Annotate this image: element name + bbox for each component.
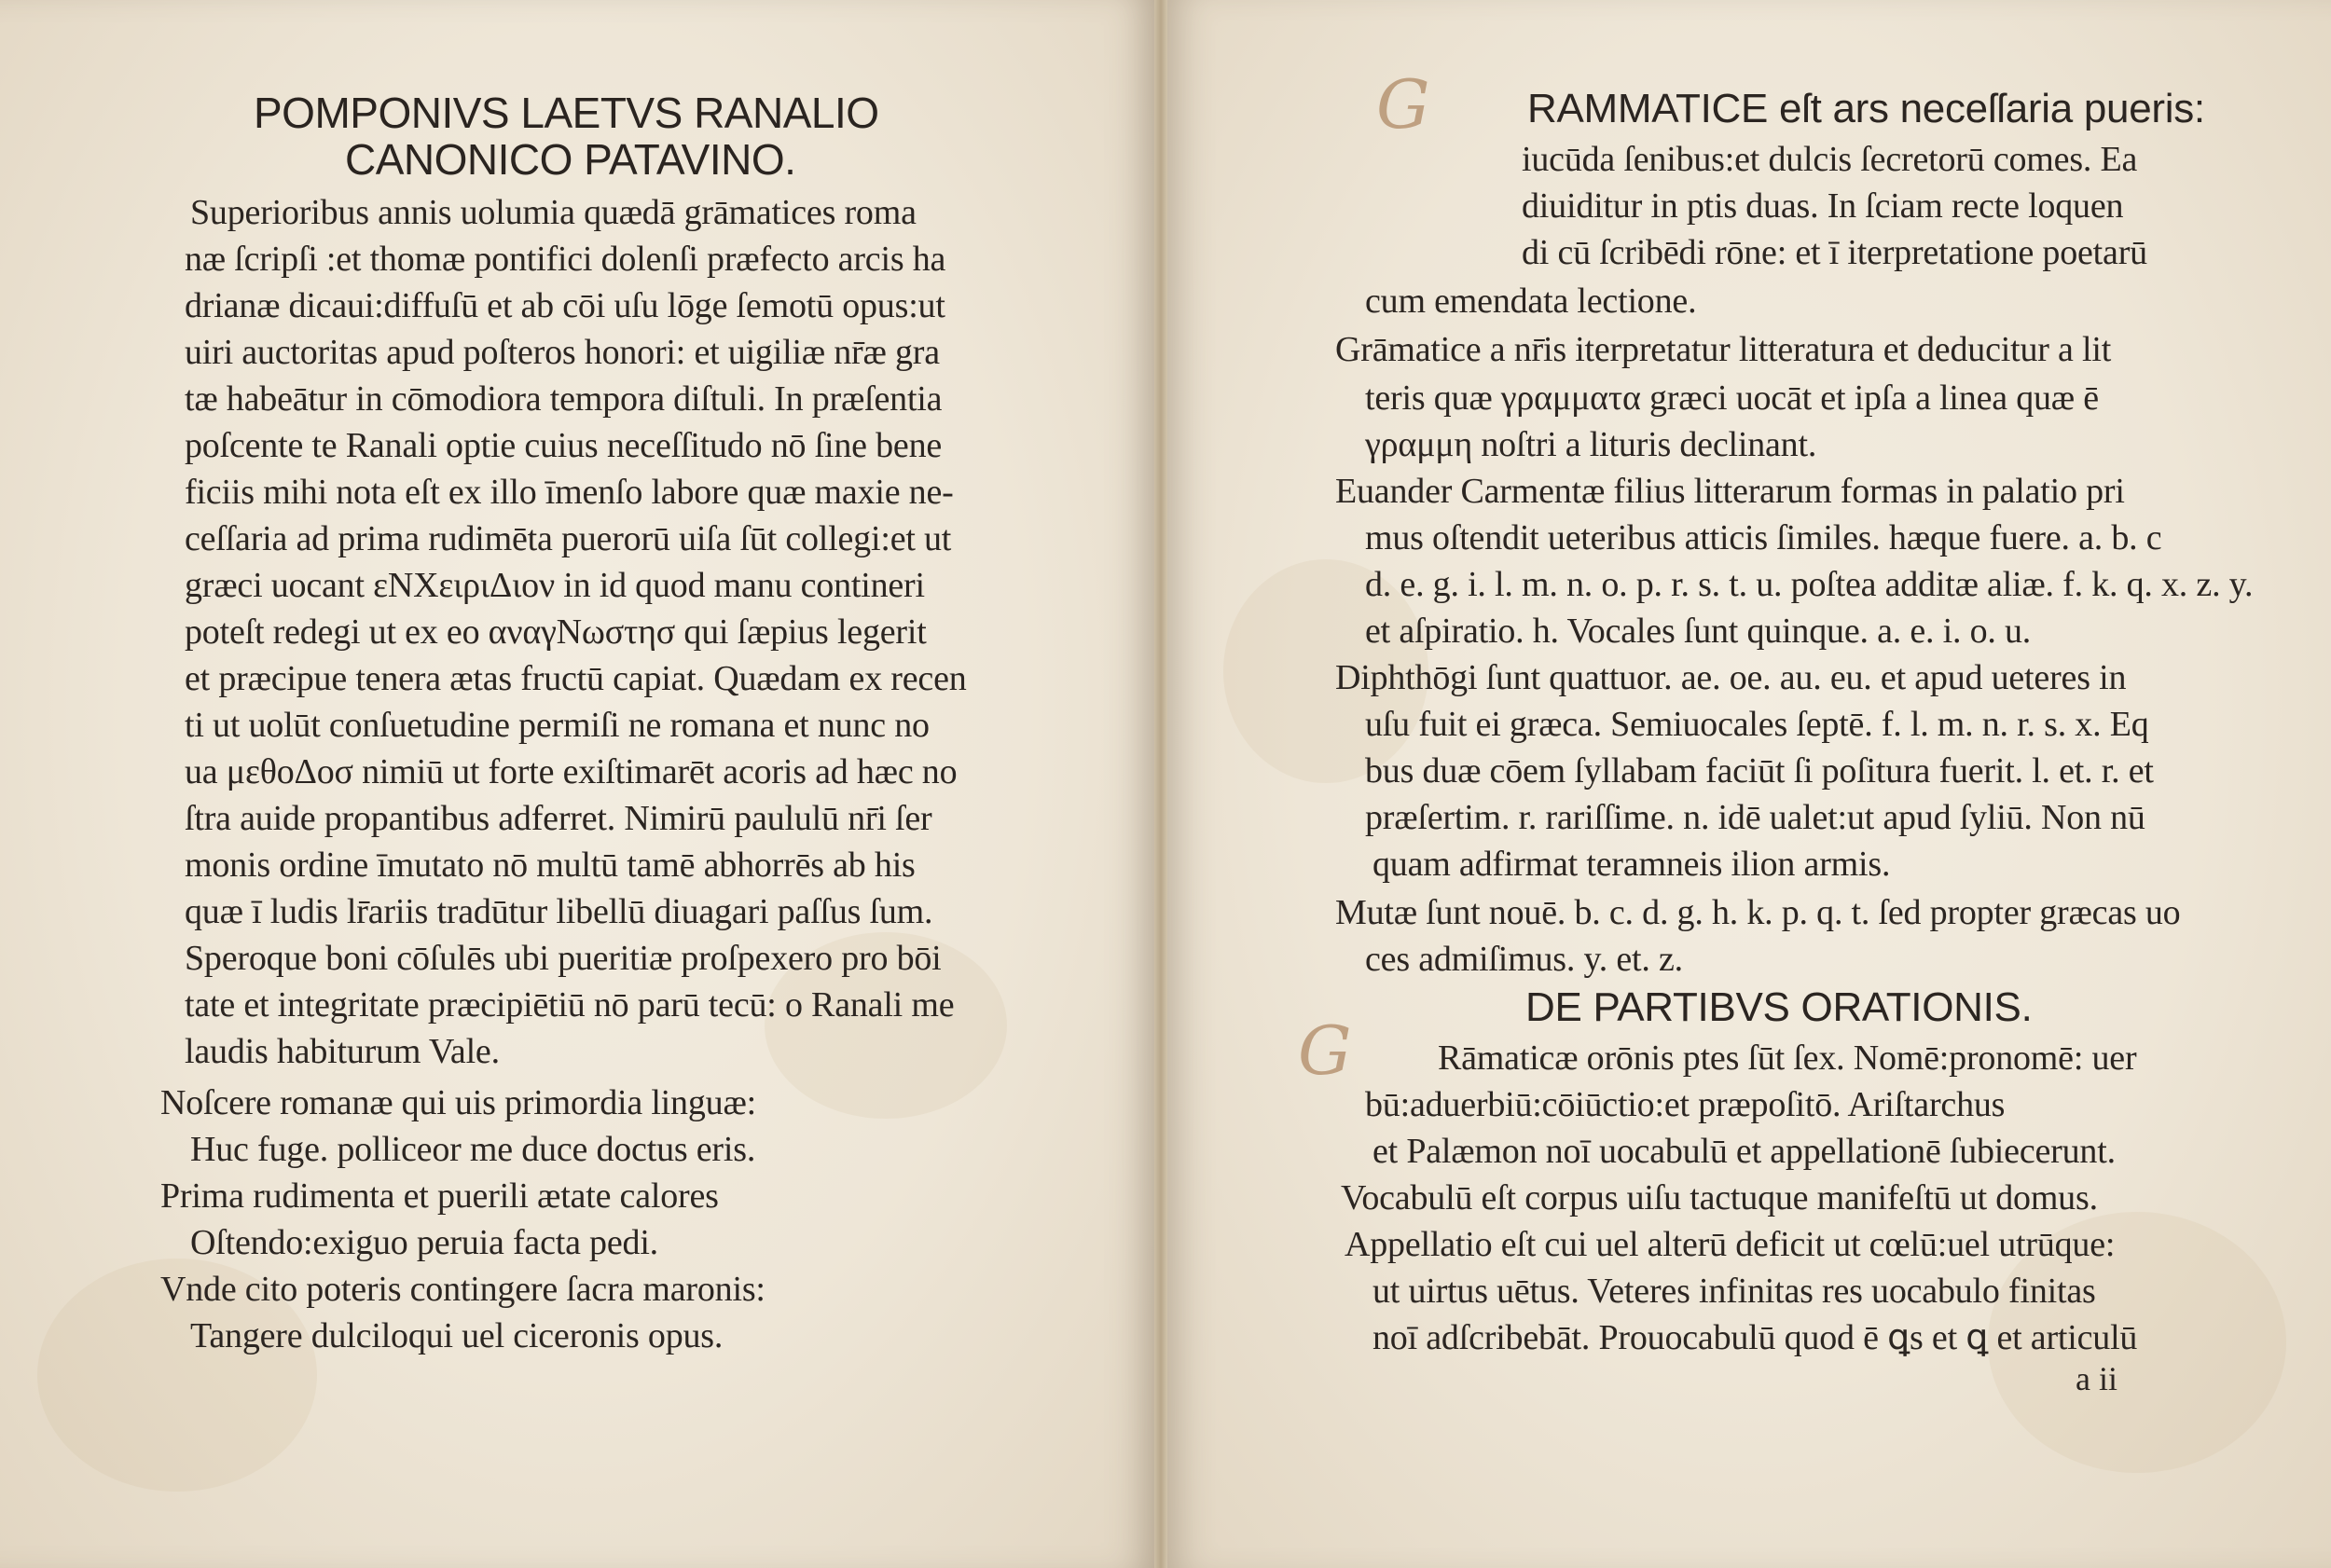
verse-line: Prima rudimenta et puerili ætate calores [160,1176,719,1216]
left-text-line: poteſt redegi ut ex eo αναγΝωστησ qui ſæpius legerit [185,612,927,652]
verse-line: Vnde cito poteris contingere ſacra maronis: [160,1270,766,1309]
book-gutter [1154,0,1167,1568]
right-text-line: ut uirtus uētus. Veteres infinitas res uocabulo finitas [1372,1272,2096,1311]
left-text-line: drianæ dicaui:diffuſū et ab cōi uſu lōge ſemotū opus:ut [185,286,945,325]
left-text-line: græci uocant εΝΧειριΔιον in id quod manu contineri [185,566,925,605]
right-text-line: Grāmatice a nr̄is iterpretatur litteratura et deducitur a lit [1335,330,2112,369]
right-page [1167,0,2331,1568]
left-title-line1: POMPONIVS LAETVS RANALIO [254,89,879,137]
right-text-line: quam adfirmat teramneis ilion armis. [1372,845,1891,884]
left-page [0,0,1154,1568]
right-text-line: Rāmaticæ orōnis ptes ſūt ſex. Nomē:pronomē: uer [1438,1038,2137,1078]
right-text-line: cum emendata lectione. [1365,282,1697,321]
left-text-line: tate et integritate præcipiētiū nō parū tecū: o Ranali me [185,985,955,1025]
right-text-line: diuiditur in ptis duas. In ſciam recte loquen [1522,186,2124,226]
right-text-line: et aſpiratio. h. Vocales ſunt quinque. a. e. i. o. u. [1365,612,2032,651]
right-text-line: bū:aduerbiū:cōiūctio:et præpoſitō. Ariſtarchus [1365,1085,2006,1124]
left-text-line: monis ordine īmutato nō multū tamē abhorrēs ab his [185,846,916,885]
right-text-line: et Palæmon noī uocabulū et appellationē ſubiecerunt. [1372,1132,2116,1171]
right-text-line: Vocabulū eſt corpus uiſu tactuque manifeſtū ut domus. [1341,1178,2098,1217]
left-text-line: Superioribus annis uolumia quædā grāmatices roma [190,193,917,232]
right-text-line: Appellatio eſt cui uel alterū deficit ut cœlū:uel utrūque: [1345,1225,2116,1264]
left-text-line: ceſſaria ad prima rudimēta puerorū uiſa ſūt collegi:et ut [185,519,952,558]
right-text-line: teris quæ γραμματα græci uocāt et ipſa a linea quæ ē [1365,378,2099,418]
verse-line: Oſtendo:exiguo peruia facta pedi. [190,1223,658,1262]
left-text-line: uiri auctoritas apud poſteros honori: et uigiliæ nr̄æ gra [185,333,940,372]
right-text-line: iucūda ſenibus:et dulcis ſecretorū comes. Ea [1522,140,2138,179]
left-text-line: næ ſcripſi :et thomæ pontifici dolenſi præfecto arcis ha [185,240,946,279]
right-text-line: noī adſcribebāt. Prouocabulū quod ē ꝗs et ꝗ et articulū [1372,1318,2138,1357]
left-text-line: ficiis mihi nota eſt ex illo īmenſo labore quæ maxie ne- [185,473,954,512]
right-text-line: bus duæ cōem ſyllabam faciūt ſi poſitura fuerit. l. et. r. et [1365,751,2154,791]
right-text-line: uſu fuit ei græca. Semiuocales ſeptē. f. l. m. n. r. s. x. Eq [1365,705,2149,744]
right-text-line: Diphthōgi ſunt quattuor. ae. oe. au. eu. et apud ueteres in [1335,658,2127,697]
guide-initial-g: G [1376,65,1430,144]
left-text-line: quæ ī ludis lr̄ariis tradūtur libellū diuagari paſſus ſum. [185,892,933,931]
right-text-line: γραμμη noſtri a lituris declinant. [1365,425,1817,464]
left-text-line: Speroque boni cōſulēs ubi pueritiæ proſpexero pro bōi [185,939,942,978]
left-text-line: ti ut uolūt conſuetudine permiſi ne romana et nunc no [185,706,930,745]
verse-line: Tangere dulciloqui uel ciceronis opus. [190,1316,724,1355]
right-text-line: d. e. g. i. l. m. n. o. p. r. s. t. u. poſtea additæ aliæ. f. k. q. x. z. y. [1365,565,2254,604]
left-title-line2: CANONICO PATAVINO. [345,135,796,184]
right-text-line: præſertim. r. rariſſime. n. idē ualet:ut apud ſyliū. Non nū [1365,798,2145,837]
left-text-line: laudis habiturum Vale. [185,1032,500,1071]
verse-line: Noſcere romanæ qui uis primordia linguæ: [160,1083,756,1122]
right-text-line: mus oſtendit ueteribus atticis ſimiles. hæque fuere. a. b. c [1365,518,2162,557]
right-text-line: Mutæ ſunt nouē. b. c. d. g. h. k. p. q. t. ſed propter græcas uo [1335,893,2181,932]
guide-initial-g: G [1298,1011,1352,1090]
right-text-line: di cū ſcribēdi rōne: et ī iterpretatione poetarū [1522,233,2147,272]
left-text-line: ſtra auide propantibus adferret. Nimirū paululū nr̄i ſer [185,799,932,838]
right-text-line: RAMMATICE eſt ars neceſſaria pueris: [1527,86,2205,131]
left-text-line: tæ habeātur in cōmodiora tempora diſtuli. In præſentia [185,379,943,419]
verse-line: Huc fuge. polliceor me duce doctus eris. [190,1130,756,1169]
right-text-line: ces admiſimus. y. et. z. [1365,940,1683,979]
left-text-line: ua μεθοΔοσ nimiū ut forte exiſtimarēt acoris ad hæc no [185,752,958,791]
left-text-line: poſcente te Ranali optie cuius neceſſitudo nō ſine bene [185,426,943,465]
right-text-line: Euander Carmentæ filius litterarum formas in palatio pri [1335,472,2125,511]
section-heading: DE PARTIBVS ORATIONIS. [1525,984,2033,1030]
left-text-line: et præcipue tenera ætas fructū capiat. Quædam ex recen [185,659,967,698]
page-folio: a ii [2076,1360,2117,1397]
